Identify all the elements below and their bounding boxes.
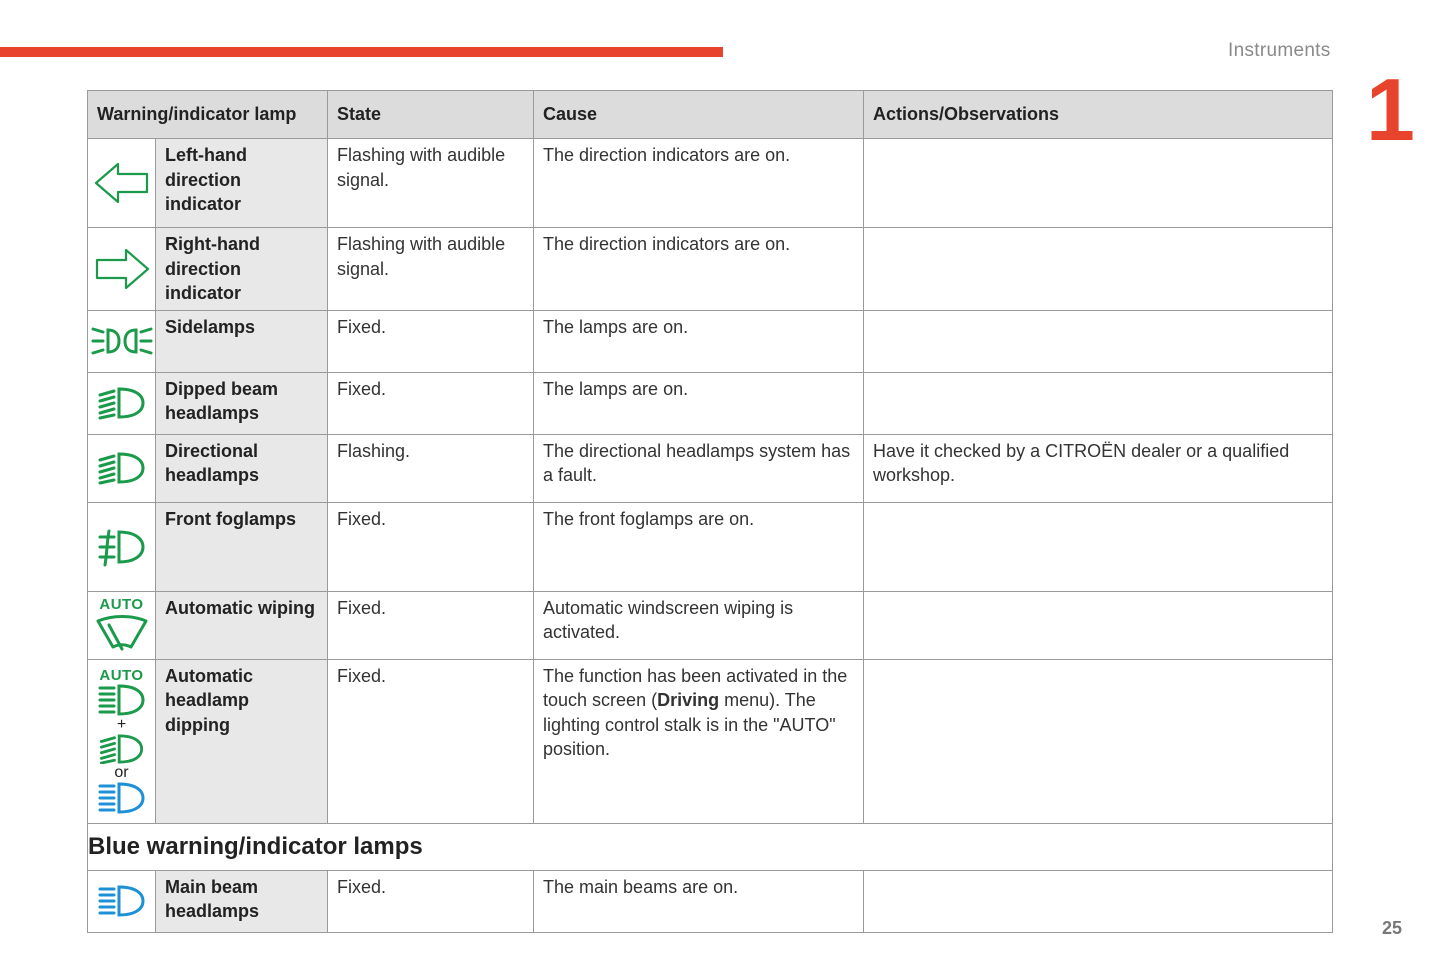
dipped-beam-icon [97,734,147,764]
lamp-action [864,228,1333,311]
chapter-number: 1 [1366,60,1415,159]
table-row [88,372,1333,434]
lamp-cause: The direction indicators are on. [534,228,864,311]
lamp-cause: The lamps are on. [534,310,864,372]
lamp-action [864,139,1333,228]
lamp-state: Flashing with audible signal. [328,139,534,228]
auto-label: AUTO [99,596,144,613]
lamp-name: Automatic wiping [156,591,328,659]
table-row [88,434,1333,502]
auto-headlamp-icon [97,684,147,716]
lamp-cause: The direction indicators are on. [534,139,864,228]
table-header-row [88,91,1333,139]
lamp-cause: The directional headlamps system has a fault. [534,434,864,502]
lamp-state: Fixed. [328,591,534,659]
lamp-cause: The lamps are on. [534,372,864,434]
lamp-action: Have it checked by a CITROËN dealer or a qualified workshop. [864,434,1333,502]
main-beam-icon [97,782,147,814]
lamp-name: Right-hand direction indicator [156,228,328,311]
lamp-action [864,310,1333,372]
table-row [88,502,1333,591]
lamp-action [864,372,1333,434]
lamp-action [864,502,1333,591]
cause-text-post: menu). The lighting control stalk is in the "AUTO" position. [543,690,836,759]
lamp-name: Front foglamps [156,502,328,591]
lamp-action [864,659,1333,823]
auto-wiping-icon [88,591,156,659]
table-row [88,659,1333,823]
blue-section-title: Blue warning/indicator lamps [88,823,1333,870]
lamp-name: Main beam headlamps [156,870,328,932]
section-title: Instruments [1228,40,1331,61]
left-arrow-icon [88,139,156,228]
lamp-state: Fixed. [328,659,534,823]
lamp-name: Left-hand direction indicator [156,139,328,228]
lamp-state: Flashing with audible signal. [328,228,534,311]
warning-lamps-table [87,90,1333,933]
column-header-cause: Cause [534,91,864,139]
cause-text-bold: Driving [657,690,720,710]
table-row [88,228,1333,311]
lamp-cause: The front foglamps are on. [534,502,864,591]
page-number: 25 [1382,918,1403,938]
lamp-state: Fixed. [328,372,534,434]
cause-text-pre: The function has been activated in the touch screen ( [543,665,848,710]
lamp-name: Automatic headlamp dipping [156,659,328,823]
table-row [88,591,1333,659]
lamp-cause: Automatic windscreen wiping is activated. [534,591,864,659]
top-accent-bar [0,47,723,57]
directional-headlamp-icon [88,434,156,502]
main-beam-icon [88,870,156,932]
lamp-action [864,591,1333,659]
lamp-state: Flashing. [328,434,534,502]
table-row [88,870,1333,932]
lamp-action [864,870,1333,932]
sidelamps-icon [88,310,156,372]
table-row [88,139,1333,228]
column-header-state: State [328,91,534,139]
blue-section-row [88,823,1333,870]
lamp-state: Fixed. [328,870,534,932]
or-label: or [114,763,129,781]
right-arrow-icon [88,228,156,311]
lamp-name: Dipped beam headlamps [156,372,328,434]
column-header-actions: Actions/Observations [864,91,1333,139]
auto-headlamp-dipping-icon [88,659,156,823]
plus-label: + [116,715,127,733]
lamp-cause [534,659,864,823]
table-row [88,310,1333,372]
dipped-beam-icon [88,372,156,434]
lamp-state: Fixed. [328,502,534,591]
front-foglamp-icon [88,502,156,591]
column-header-lamp: Warning/indicator lamp [88,91,328,139]
lamp-state: Fixed. [328,310,534,372]
lamp-name: Directional headlamps [156,434,328,502]
lamp-cause: The main beams are on. [534,870,864,932]
lamp-name: Sidelamps [156,310,328,372]
auto-label: AUTO [99,666,144,684]
